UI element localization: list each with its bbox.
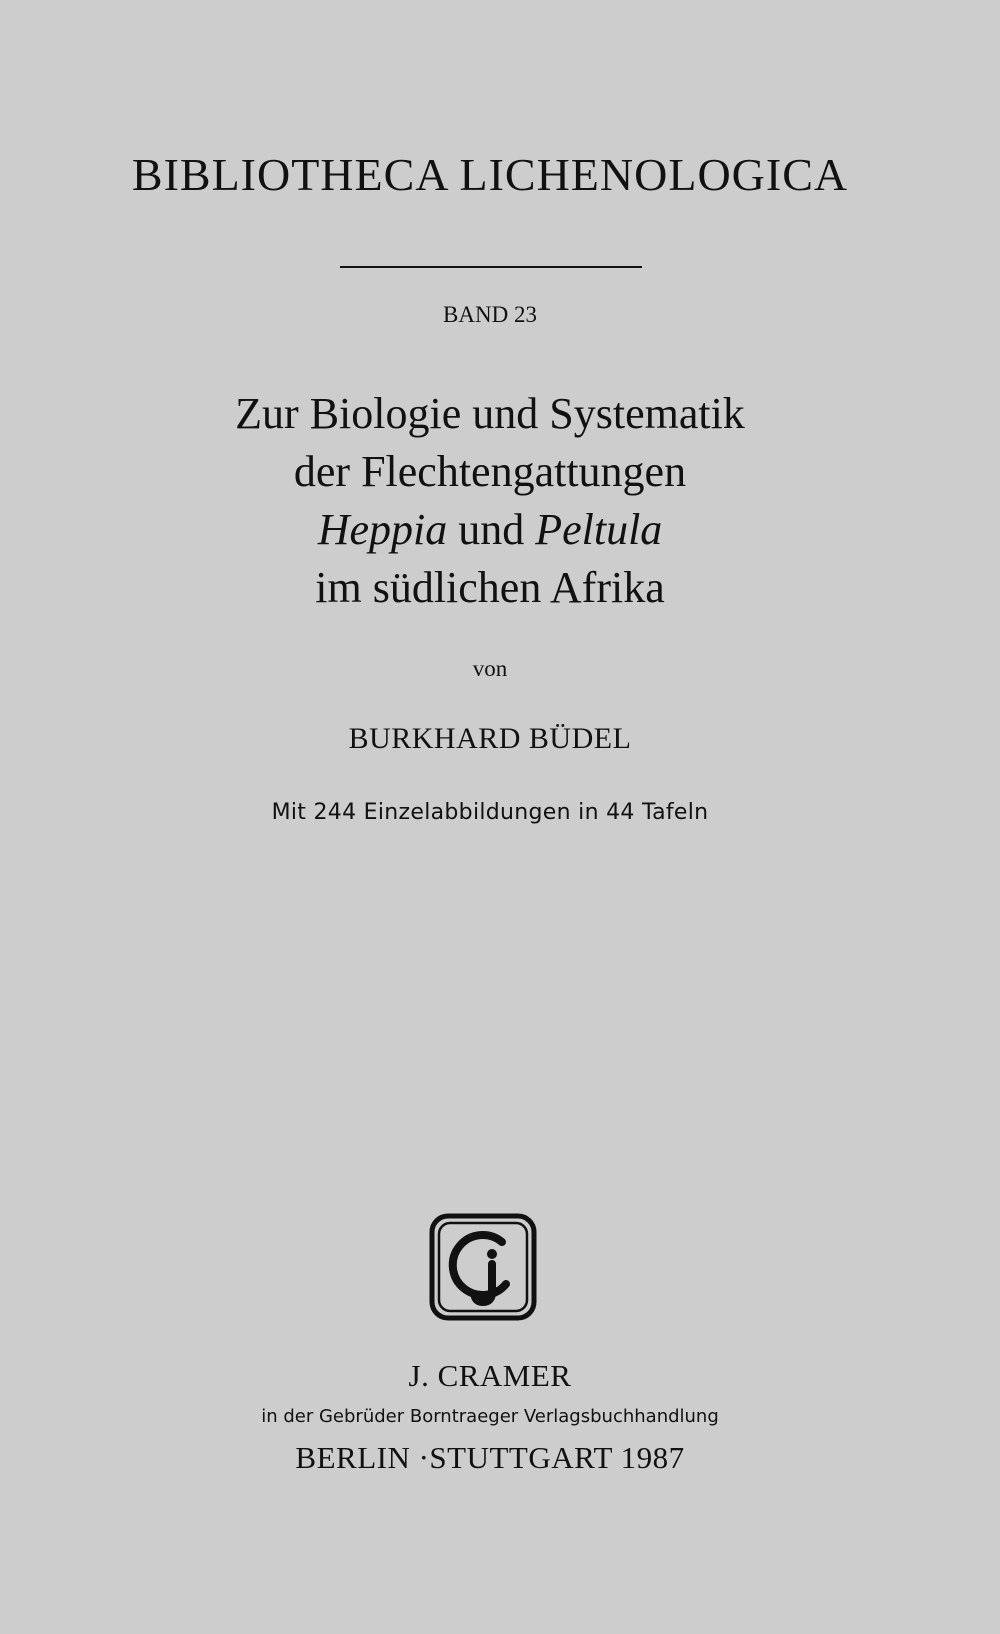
book-title-line-3 <box>0 504 980 555</box>
divider-rule <box>340 266 642 268</box>
book-title-line-4: im südlichen Afrika <box>315 563 665 612</box>
illustrations-note: Mit 244 Einzelabbildungen in 44 Tafeln <box>271 800 709 825</box>
title-connector: und <box>447 505 536 554</box>
publisher-subline: in der Gebrüder Borntraeger Verlagsbuchhandlung <box>261 1406 719 1427</box>
place-and-year: BERLIN ·STUTTGART 1987 <box>295 1440 685 1475</box>
volume-number: BAND 23 <box>443 302 537 327</box>
book-title-line-1: Zur Biologie und Systematik <box>235 389 745 438</box>
publisher-monogram-cj-icon <box>428 1212 538 1322</box>
genus-heppia: Heppia <box>317 505 448 554</box>
publisher-name: J. CRAMER <box>408 1358 572 1393</box>
book-title-line-2: der Flechtengattungen <box>293 447 687 496</box>
author-name: BURKHARD BÜDEL <box>348 722 632 755</box>
byline-von: von <box>472 656 508 681</box>
genus-peltula: Peltula <box>535 505 663 554</box>
series-title: BIBLIOTHECA LICHENOLOGICA <box>131 149 849 200</box>
